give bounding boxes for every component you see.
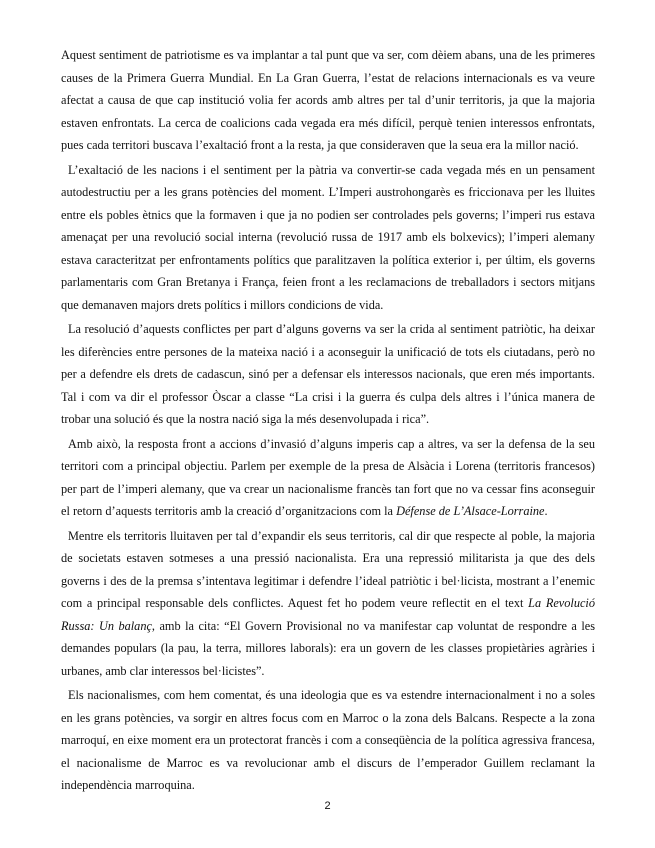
paragraph-5-text: Mentre els territoris lluitaven per tal d’expandir els seus territoris, cal dir que respecte al poble, la majoria de societats estaven sotmeses a una pressió nacionalista. Era una repressió militarista ja que des dels governs i des de la premsa s’intentava legitimar i defendre l’ideal patriòtic i bel·licista, mostrant a l’enemic com a principal responsable dels conflictes. Aquest fet ho podem veure reflectit en el text <box>61 528 595 610</box>
paragraph-1: Aquest sentiment de patriotisme es va implantar a tal punt que va ser, com dèiem abans, una de les primeres causes de la Primera Guerra Mundial. En La Gran Guerra, l’estat de relacions internacionals es va veure afectat a causa de que cap institució volia fer acords amb altres per tal d’unir territoris, ja que la majoria estaven enfrontats. La cerca de coalicions cada vegada era més difícil, perquè tenien interessos enfrontats, pues cada territori buscava l’exaltació front a la resta, ja que consideraven que la seua era la millor nació. <box>61 48 595 152</box>
paragraph-4-italic-title: Défense de L’Alsace-Lorraine <box>396 504 545 518</box>
paragraph-4-text-end: . <box>544 504 548 518</box>
paragraph-2: L’exaltació de les nacions i el sentiment per la pàtria va convertir-se cada vegada més en un pensament autodestructiu per a les grans potències del moment. L’Imperi austrohongarès es friccionava per les lluites entre els pobles ètnics que la formaven i que ja no podien ser controlades pels governs; l’imperi rus estava amenaçat per una revolució social interna (revolució russa de 1917 amb els bolxevics); l’imperi alemany estava caracteritzat per enfrontaments polítics que paralitzaven la política exterior i, per últim, els governs parlamentaris com Gran Bretanya i França, feien front a les reclamacions de treballadors i sectors mitjans que demanaven majors drets polítics i millors condicions de vida. <box>61 162 595 312</box>
document-body <box>61 44 595 799</box>
paragraph-4-text: Amb això, la resposta front a accions d’invasió d’alguns imperis cap a altres, va ser la defensa de la seu territori com a principal objectiu. Parlem per exemple de la presa de Alsàcia i Lorena (territoris francesos) per part de l’imperi alemany, que va crear un nacionalisme francès tan fort que no va cessar fins aconseguir el retorn d’aquests territoris amb la creació d’organitzacions com la <box>61 436 595 518</box>
paragraph-4 <box>61 433 595 523</box>
page-number: 2 <box>324 800 331 812</box>
paragraph-6: Els nacionalismes, com hem comentat, és una ideologia que es va estendre internacionalment i no a soles en les grans potències, va sorgir en altres focus com en Marroc o la zona dels Balcans. Respecte a la zona marroquí, en eixe moment era un protectorat francès i com a conseqüència de la política agressiva francesa, el nacionalisme de Marroc es va revolucionar amb el discurs de l’emperador Guillem reclamant la independència marroquina. <box>61 688 595 792</box>
paragraph-5 <box>61 525 595 683</box>
paragraph-5-text-end: , amb la cita: “El Govern Provisional no va manifestar cap voluntat de respondre a les demandes populars (la pau, la terra, millores laborals): era un govern de les classes propietàries agràries i urbanes, amb clar interessos bel·licistes”. <box>61 618 595 678</box>
paragraph-3: La resolució d’aquests conflictes per part d’alguns governs va ser la crida al sentiment patriòtic, ha deixar les diferències entre persones de la mateixa nació i a aconseguir la unificació de tots els ciutadans, però no per a defendre els drets de cadascun, sinó per a defensar els interessos nacionals, que eren més importants. Tal i com va dir el professor Òscar a classe “La crisi i la guerra és culpa dels altres i l’única manera de trobar una solució és que la nostra nació siga la més desenvolupada i rica”. <box>61 322 595 426</box>
paragraph-5-italic-title: La Revolució Russa: Un balanç <box>61 596 595 633</box>
